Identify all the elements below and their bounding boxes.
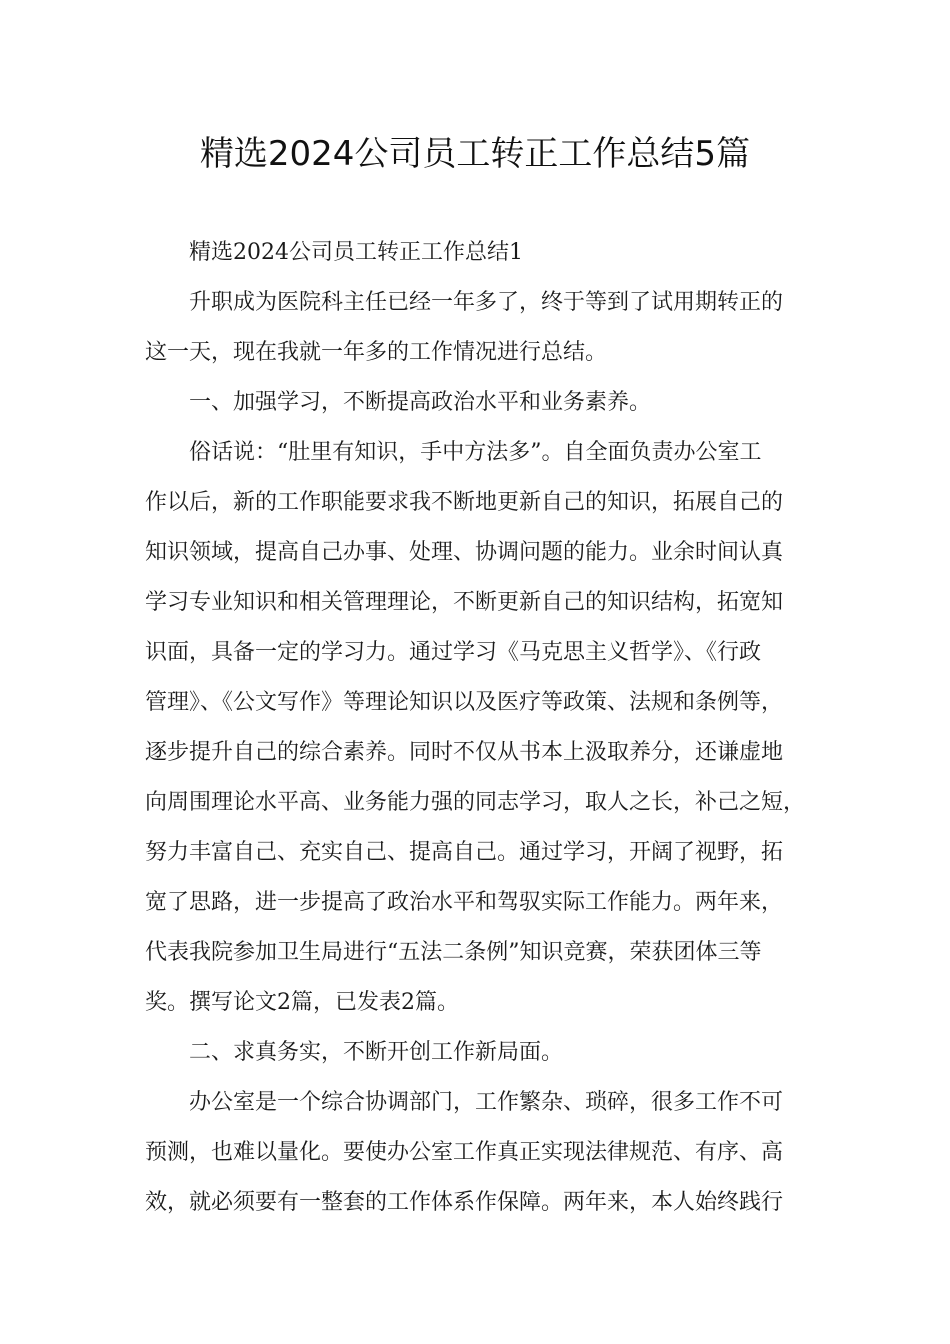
document-body bbox=[145, 228, 825, 1228]
section-heading-1: 精选2024公司员工转正工作总结1 bbox=[189, 240, 523, 265]
paragraph-line: 向周围理论水平高、业务能力强的同志学习，取人之长，补己之短， bbox=[145, 790, 806, 815]
subheading-2: 二、求真务实，不断开创工作新局面。 bbox=[189, 1040, 564, 1065]
paragraph-line: 这一天，现在我就一年多的工作情况进行总结。 bbox=[145, 340, 608, 365]
paragraph-line: 办公室是一个综合协调部门，工作繁杂、琐碎，很多工作不可 bbox=[189, 1090, 784, 1115]
document-title: 精选2024公司员工转正工作总结5篇 bbox=[199, 134, 751, 174]
paragraph-line: 预测，也难以量化。要使办公室工作真正实现法律规范、有序、高 bbox=[145, 1140, 784, 1165]
paragraph-line: 作以后，新的工作职能要求我不断地更新自己的知识，拓展自己的 bbox=[145, 490, 784, 515]
paragraph-line: 效，就必须要有一整套的工作体系作保障。两年来，本人始终践行 bbox=[145, 1190, 784, 1215]
paragraph-line: 识面，具备一定的学习力。通过学习《马克思主义哲学》、《行政 bbox=[145, 640, 762, 665]
paragraph-line: 逐步提升自己的综合素养。同时不仅从书本上汲取养分，还谦虚地 bbox=[145, 740, 784, 765]
paragraph-line: 升职成为医院科主任已经一年多了，终于等到了试用期转正的 bbox=[189, 290, 784, 315]
paragraph-line: 俗话说：“肚里有知识，手中方法多”。自全面负责办公室工 bbox=[189, 440, 762, 465]
subheading-1: 一、加强学习，不断提高政治水平和业务素养。 bbox=[189, 390, 652, 415]
paragraph-line: 努力丰富自己、充实自己、提高自己。通过学习，开阔了视野，拓 bbox=[145, 840, 784, 865]
paragraph-line: 宽了思路，进一步提高了政治水平和驾驭实际工作能力。两年来， bbox=[145, 890, 784, 915]
paragraph-line: 管理》、《公文写作》等理论知识以及医疗等政策、法规和条例等， bbox=[145, 690, 784, 715]
paragraph-line: 代表我院参加卫生局进行“五法二条例”知识竞赛，荣获团体三等 bbox=[145, 940, 762, 965]
paragraph-line: 知识领域，提高自己办事、处理、协调问题的能力。业余时间认真 bbox=[145, 540, 784, 565]
paragraph-line: 奖。撰写论文2篇，已发表2篇。 bbox=[145, 990, 459, 1015]
paragraph-line: 学习专业知识和相关管理理论，不断更新自己的知识结构，拓宽知 bbox=[145, 590, 784, 615]
